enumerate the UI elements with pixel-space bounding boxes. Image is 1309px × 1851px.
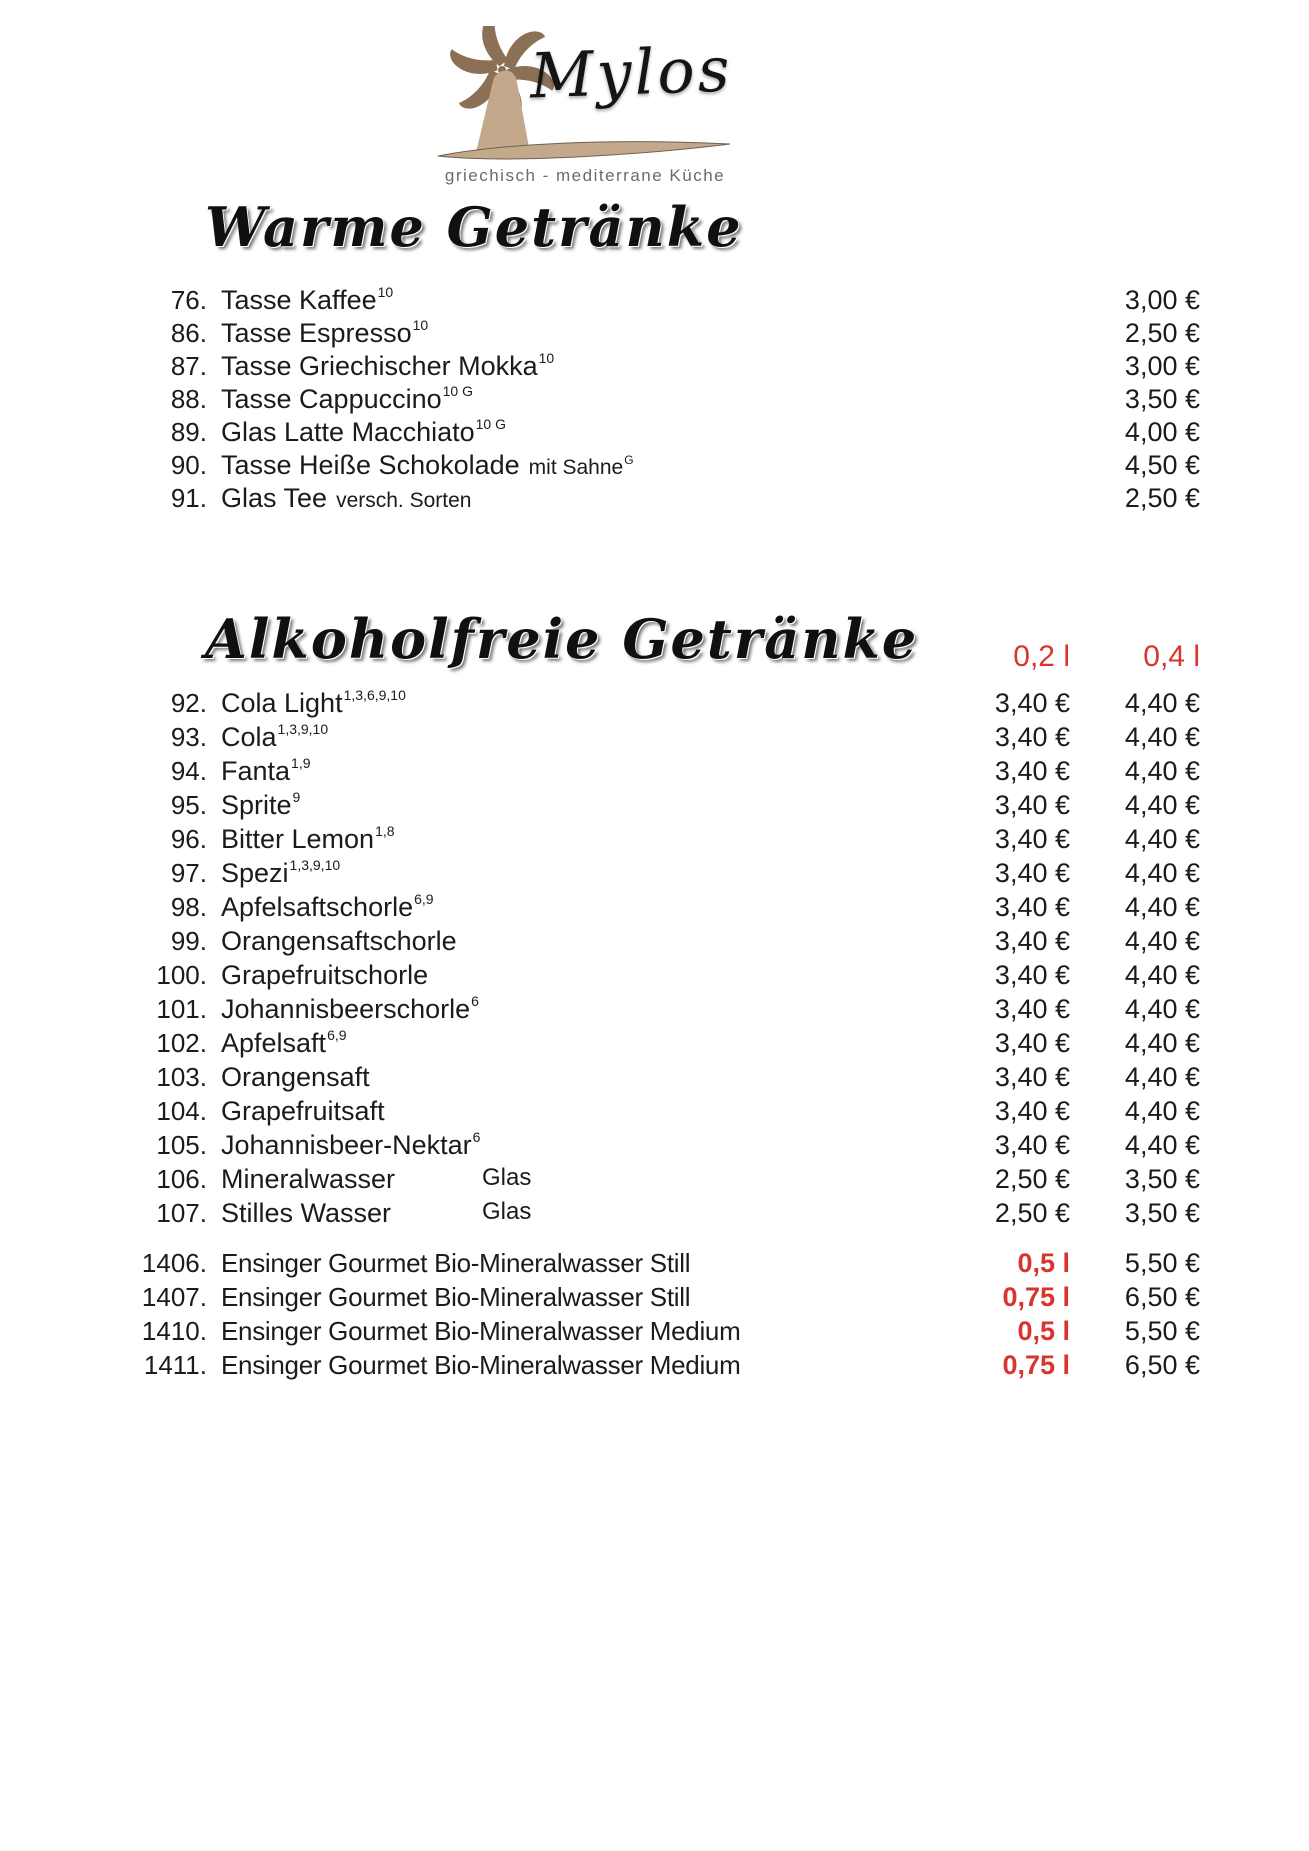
- menu-item-row: [135, 1062, 1200, 1096]
- item-name: [221, 384, 1070, 415]
- menu-item-row: [135, 384, 1200, 417]
- item-name: [221, 994, 965, 1025]
- section-title-warm: Warme Getränke: [205, 195, 743, 259]
- item-number: 87.: [170, 351, 207, 381]
- bottle-price: 5,50 €: [1124, 1248, 1200, 1278]
- item-name: [221, 1096, 965, 1127]
- footnote-superscript: 1,9: [291, 755, 311, 771]
- menu-item-row: [135, 351, 1200, 384]
- bottle-size: 0,5 l: [1017, 1248, 1070, 1278]
- item-number: 102.: [156, 1028, 207, 1058]
- soft-drinks-list: [135, 688, 1200, 1232]
- item-price-04l: 4,40 €: [1124, 688, 1200, 718]
- item-price-02l: 3,40 €: [994, 994, 1070, 1024]
- footnote-superscript: 10: [377, 284, 394, 300]
- item-name: [221, 722, 965, 753]
- item-number: 93.: [170, 722, 207, 752]
- item-price-04l: 4,40 €: [1124, 1130, 1200, 1160]
- footnote-superscript: 1,3,6,9,10: [343, 687, 406, 703]
- item-price: 3,00 €: [1124, 351, 1200, 381]
- item-price-04l: 4,40 €: [1124, 960, 1200, 990]
- item-price: 2,50 €: [1124, 483, 1200, 513]
- item-name: [221, 824, 965, 855]
- menu-item-row: [135, 994, 1200, 1028]
- menu-item-row: [135, 960, 1200, 994]
- item-name-text: Grapefruitschorle: [221, 960, 429, 990]
- item-number: 98.: [170, 892, 207, 922]
- item-price-04l: 4,40 €: [1124, 994, 1200, 1024]
- item-number: 97.: [170, 858, 207, 888]
- item-price-04l: 4,40 €: [1124, 722, 1200, 752]
- item-number: 94.: [170, 756, 207, 786]
- bottle-price: 5,50 €: [1124, 1316, 1200, 1346]
- item-price: 2,50 €: [1124, 318, 1200, 348]
- item-name-text: Ensinger Gourmet Bio-Mineralwasser Medium: [221, 1350, 741, 1380]
- menu-item-row: [135, 450, 1200, 483]
- footnote-superscript: 1,3,9,10: [277, 721, 329, 737]
- item-price: 3,50 €: [1124, 384, 1200, 414]
- item-price-02l: 3,40 €: [994, 688, 1070, 718]
- item-note-glas: Glas: [482, 1198, 532, 1225]
- item-number: 76.: [170, 285, 207, 315]
- item-name: [221, 790, 965, 821]
- bottle-size: 0,75 l: [1002, 1350, 1070, 1380]
- section-title-soft: Alkoholfreie Getränke: [205, 607, 919, 671]
- item-name: [221, 892, 965, 923]
- restaurant-logo: [430, 26, 740, 196]
- item-price-04l: 4,40 €: [1124, 926, 1200, 956]
- bottled-water-list: [135, 1248, 1200, 1384]
- item-price: 4,50 €: [1124, 450, 1200, 480]
- item-name-text: Tasse Heiße Schokolade: [221, 450, 520, 480]
- item-price-02l: 3,40 €: [994, 1130, 1070, 1160]
- item-price-02l: 3,40 €: [994, 892, 1070, 922]
- item-name-text: Cola Light: [221, 688, 343, 718]
- item-price-02l: 3,40 €: [994, 1096, 1070, 1126]
- item-number: 1411.: [143, 1350, 207, 1380]
- item-number: 90.: [170, 450, 207, 480]
- item-name: [221, 1316, 965, 1347]
- logo-tagline: griechisch - mediterrane Küche: [444, 166, 726, 185]
- item-name-text: Mineralwasser: [221, 1164, 396, 1194]
- item-number: 99.: [170, 926, 207, 956]
- item-price-02l: 3,40 €: [994, 960, 1070, 990]
- item-price-02l: 3,40 €: [994, 926, 1070, 956]
- item-name-text: Ensinger Gourmet Bio-Mineralwasser Still: [221, 1282, 691, 1312]
- item-name: [221, 483, 1070, 514]
- footnote-superscript: 9: [292, 789, 301, 805]
- menu-item-row: [135, 1028, 1200, 1062]
- item-number: 1406.: [141, 1248, 207, 1278]
- item-name: [221, 960, 965, 991]
- item-note: [436, 324, 437, 347]
- column-header-04l: 0,4 l: [1143, 640, 1200, 673]
- item-name-text: Fanta: [221, 756, 291, 786]
- item-name-text: Apfelsaftschorle: [221, 892, 414, 922]
- item-name: [221, 1164, 965, 1195]
- footnote-superscript: 10 G: [475, 416, 506, 432]
- logo-wordmark: Mylos: [528, 32, 734, 113]
- item-price-02l: 2,50 €: [994, 1164, 1070, 1194]
- item-number: 1407.: [141, 1282, 207, 1312]
- bottle-size: 0,5 l: [1017, 1316, 1070, 1346]
- item-name-text: Spezi: [221, 858, 289, 888]
- item-price-04l: 4,40 €: [1124, 858, 1200, 888]
- item-name-text: Tasse Griechischer Mokka: [221, 351, 538, 381]
- item-price-04l: 4,40 €: [1124, 1096, 1200, 1126]
- item-name-text: Tasse Espresso: [221, 318, 412, 348]
- item-name: [221, 318, 1070, 349]
- menu-item-row: [135, 824, 1200, 858]
- menu-item-row: [135, 858, 1200, 892]
- bottle-row: [135, 1316, 1200, 1350]
- item-price-02l: 3,40 €: [994, 858, 1070, 888]
- column-header-spacer: [135, 640, 965, 674]
- footnote-superscript: 6,9: [414, 891, 434, 907]
- footnote-superscript: 10: [412, 317, 429, 333]
- item-note: [562, 357, 563, 380]
- item-price: 4,00 €: [1124, 417, 1200, 447]
- item-name-text: Cola: [221, 722, 277, 752]
- item-price-04l: 4,40 €: [1124, 824, 1200, 854]
- item-name-text: Orangensaftschorle: [221, 926, 457, 956]
- bottle-row: [135, 1282, 1200, 1316]
- item-name: [221, 858, 965, 889]
- item-note: [481, 390, 482, 413]
- bottle-price: 6,50 €: [1124, 1350, 1200, 1380]
- note-footnote-superscript: G: [624, 453, 634, 467]
- menu-item-row: [135, 417, 1200, 450]
- menu-item-row: [135, 688, 1200, 722]
- item-name: [221, 1062, 965, 1093]
- menu-item-row: [135, 756, 1200, 790]
- item-name-text: Johannisbeerschorle: [221, 994, 471, 1024]
- item-name: [221, 285, 1070, 316]
- item-price-04l: 3,50 €: [1124, 1198, 1200, 1228]
- menu-item-row: [135, 318, 1200, 351]
- item-number: 88.: [170, 384, 207, 414]
- item-note: [514, 423, 515, 446]
- menu-item-row: [135, 285, 1200, 318]
- item-name: [221, 756, 965, 787]
- bottle-price: 6,50 €: [1124, 1282, 1200, 1312]
- item-number: 104.: [156, 1096, 207, 1126]
- bottle-row: [135, 1350, 1200, 1384]
- bottle-size: 0,75 l: [1002, 1282, 1070, 1312]
- item-number: 95.: [170, 790, 207, 820]
- item-name-text: Glas Tee: [221, 483, 328, 513]
- item-number: 100.: [156, 960, 207, 990]
- item-name-text: Tasse Kaffee: [221, 285, 377, 315]
- item-price-04l: 4,40 €: [1124, 1062, 1200, 1092]
- menu-item-row: [135, 1164, 1200, 1198]
- footnote-superscript: 10 G: [442, 383, 473, 399]
- footnote-superscript: 1,8: [375, 823, 395, 839]
- item-name-text: Orangensaft: [221, 1062, 370, 1092]
- footnote-superscript: 6: [471, 993, 479, 1009]
- item-name-text: Grapefruitsaft: [221, 1096, 385, 1126]
- item-number: 86.: [170, 318, 207, 348]
- item-note: [401, 291, 402, 314]
- item-number: 91.: [170, 483, 207, 513]
- menu-item-row: [135, 892, 1200, 926]
- warm-drinks-list: [135, 285, 1200, 516]
- item-price-04l: 4,40 €: [1124, 790, 1200, 820]
- item-name-text: Johannisbeer-Nektar: [221, 1130, 472, 1160]
- item-price-02l: 2,50 €: [994, 1198, 1070, 1228]
- item-note: versch. Sorten: [336, 489, 472, 512]
- menu-item-row: [135, 1096, 1200, 1130]
- footnote-superscript: 1,3,9,10: [289, 857, 341, 873]
- item-price-02l: 3,40 €: [994, 756, 1070, 786]
- menu-item-row: [135, 1198, 1200, 1232]
- menu-item-row: [135, 483, 1200, 516]
- item-name-text: Glas Latte Macchiato: [221, 417, 475, 447]
- menu-item-row: [135, 926, 1200, 960]
- item-price: 3,00 €: [1124, 285, 1200, 315]
- item-number: 96.: [170, 824, 207, 854]
- footnote-superscript: 10: [538, 350, 555, 366]
- item-name: [221, 1028, 965, 1059]
- item-name: [221, 1248, 965, 1279]
- menu-item-row: [135, 790, 1200, 824]
- item-name-text: Sprite: [221, 790, 292, 820]
- menu-item-row: [135, 1130, 1200, 1164]
- item-number: 106.: [156, 1164, 207, 1194]
- item-name: [221, 1350, 965, 1381]
- item-number: 107.: [156, 1198, 207, 1228]
- item-number: 89.: [170, 417, 207, 447]
- item-price-04l: 4,40 €: [1124, 756, 1200, 786]
- item-name: [221, 1198, 965, 1229]
- item-price-02l: 3,40 €: [994, 1062, 1070, 1092]
- item-name-text: Ensinger Gourmet Bio-Mineralwasser Medium: [221, 1316, 741, 1346]
- item-number: 101.: [156, 994, 207, 1024]
- item-price-02l: 3,40 €: [994, 824, 1070, 854]
- item-number: 103.: [156, 1062, 207, 1092]
- item-price-02l: 3,40 €: [994, 790, 1070, 820]
- item-note: mit Sahne$^G$: [528, 453, 634, 479]
- item-name-text: Bitter Lemon: [221, 824, 375, 854]
- item-name: [221, 450, 1070, 481]
- menu-item-row: [135, 722, 1200, 756]
- size-column-headers: [135, 640, 1200, 674]
- item-number: 1410.: [141, 1316, 207, 1346]
- item-name-text: Tasse Cappuccino: [221, 384, 442, 414]
- item-number: 105.: [156, 1130, 207, 1160]
- bottle-row: [135, 1248, 1200, 1282]
- item-price-04l: 4,40 €: [1124, 892, 1200, 922]
- item-name-text: Apfelsaft: [221, 1028, 327, 1058]
- item-price-04l: 3,50 €: [1124, 1164, 1200, 1194]
- item-name: [221, 351, 1070, 382]
- item-name: [221, 417, 1070, 448]
- item-name-text: Ensinger Gourmet Bio-Mineralwasser Still: [221, 1248, 691, 1278]
- footnote-superscript: 6: [472, 1129, 481, 1145]
- item-price-02l: 3,40 €: [994, 722, 1070, 752]
- item-price-04l: 4,40 €: [1124, 1028, 1200, 1058]
- item-name-text: Stilles Wasser: [221, 1198, 392, 1228]
- column-header-02l: 0,2 l: [1013, 640, 1070, 673]
- item-name: [221, 1130, 965, 1161]
- footnote-superscript: 6,9: [327, 1027, 347, 1043]
- item-price-02l: 3,40 €: [994, 1028, 1070, 1058]
- item-name: [221, 926, 965, 957]
- item-name: [221, 1282, 965, 1313]
- item-number: 92.: [170, 688, 207, 718]
- item-note-glas: Glas: [482, 1164, 532, 1191]
- item-name: [221, 688, 965, 719]
